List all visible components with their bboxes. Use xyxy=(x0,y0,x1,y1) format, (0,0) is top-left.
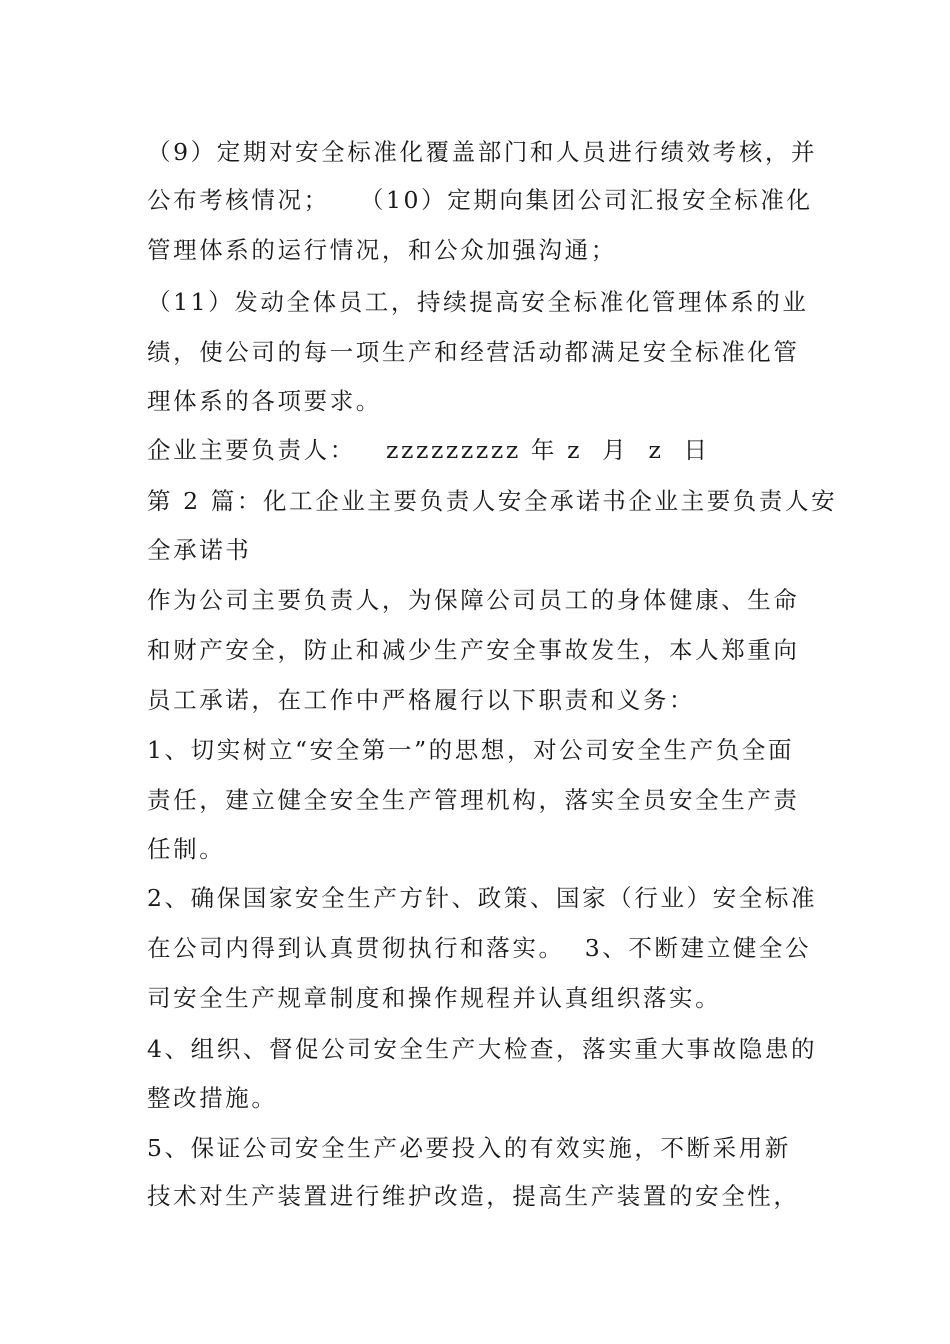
section-heading: 第 2 篇：化工企业主要负责人安全承诺书企业主要负责人安 xyxy=(147,487,838,515)
text-line: 司安全生产规章制度和操作规程并认真组织落实。 xyxy=(147,984,722,1012)
text-line: 1、切实树立“安全第一”的思想，对公司安全生产负全面 xyxy=(147,736,795,764)
text-line: 技术对生产装置进行维护改造，提高生产装置的安全性， xyxy=(147,1182,800,1210)
text-line: 绩，使公司的每一项生产和经营活动都满足安全标准化管 xyxy=(147,338,800,366)
text-line: 整改措施。 xyxy=(147,1084,278,1112)
text-line: 理体系的各项要求。 xyxy=(147,387,382,415)
text-line: 和财产安全，防止和减少生产安全事故发生，本人郑重向 xyxy=(147,636,800,664)
text-line: 员工承诺，在工作中严格履行以下职责和义务： xyxy=(147,686,696,714)
text-line: （11）发动全体员工，持续提高安全标准化管理体系的业 xyxy=(147,288,809,316)
section-heading: 全承诺书 xyxy=(147,536,252,564)
text-line: 在公司内得到认真贯彻执行和落实。 3、不断建立健全公 xyxy=(147,934,812,962)
text-line: 5、保证公司安全生产必要投入的有效实施，不断采用新 xyxy=(147,1134,791,1162)
signature-line: 企业主要负责人： zzzzzzzzz 年 z 月 z 日 xyxy=(147,436,710,464)
text-line: 管理体系的运行情况，和公众加强沟通； xyxy=(147,236,617,264)
text-line: 责任，建立健全安全生产管理机构，落实全员安全生产责 xyxy=(147,786,800,814)
text-line: 公布考核情况； （10）定期向集团公司汇报安全标准化 xyxy=(147,186,813,214)
text-line: 2、确保国家安全生产方针、政策、国家（行业）安全标准 xyxy=(147,884,818,912)
text-line: （9）定期对安全标准化覆盖部门和人员进行绩效考核，并 xyxy=(147,138,818,166)
text-line: 任制。 xyxy=(147,835,226,863)
text-line: 4、组织、督促公司安全生产大检查，落实重大事故隐患的 xyxy=(147,1035,818,1063)
text-line: 作为公司主要负责人，为保障公司员工的身体健康、生命 xyxy=(147,586,800,614)
